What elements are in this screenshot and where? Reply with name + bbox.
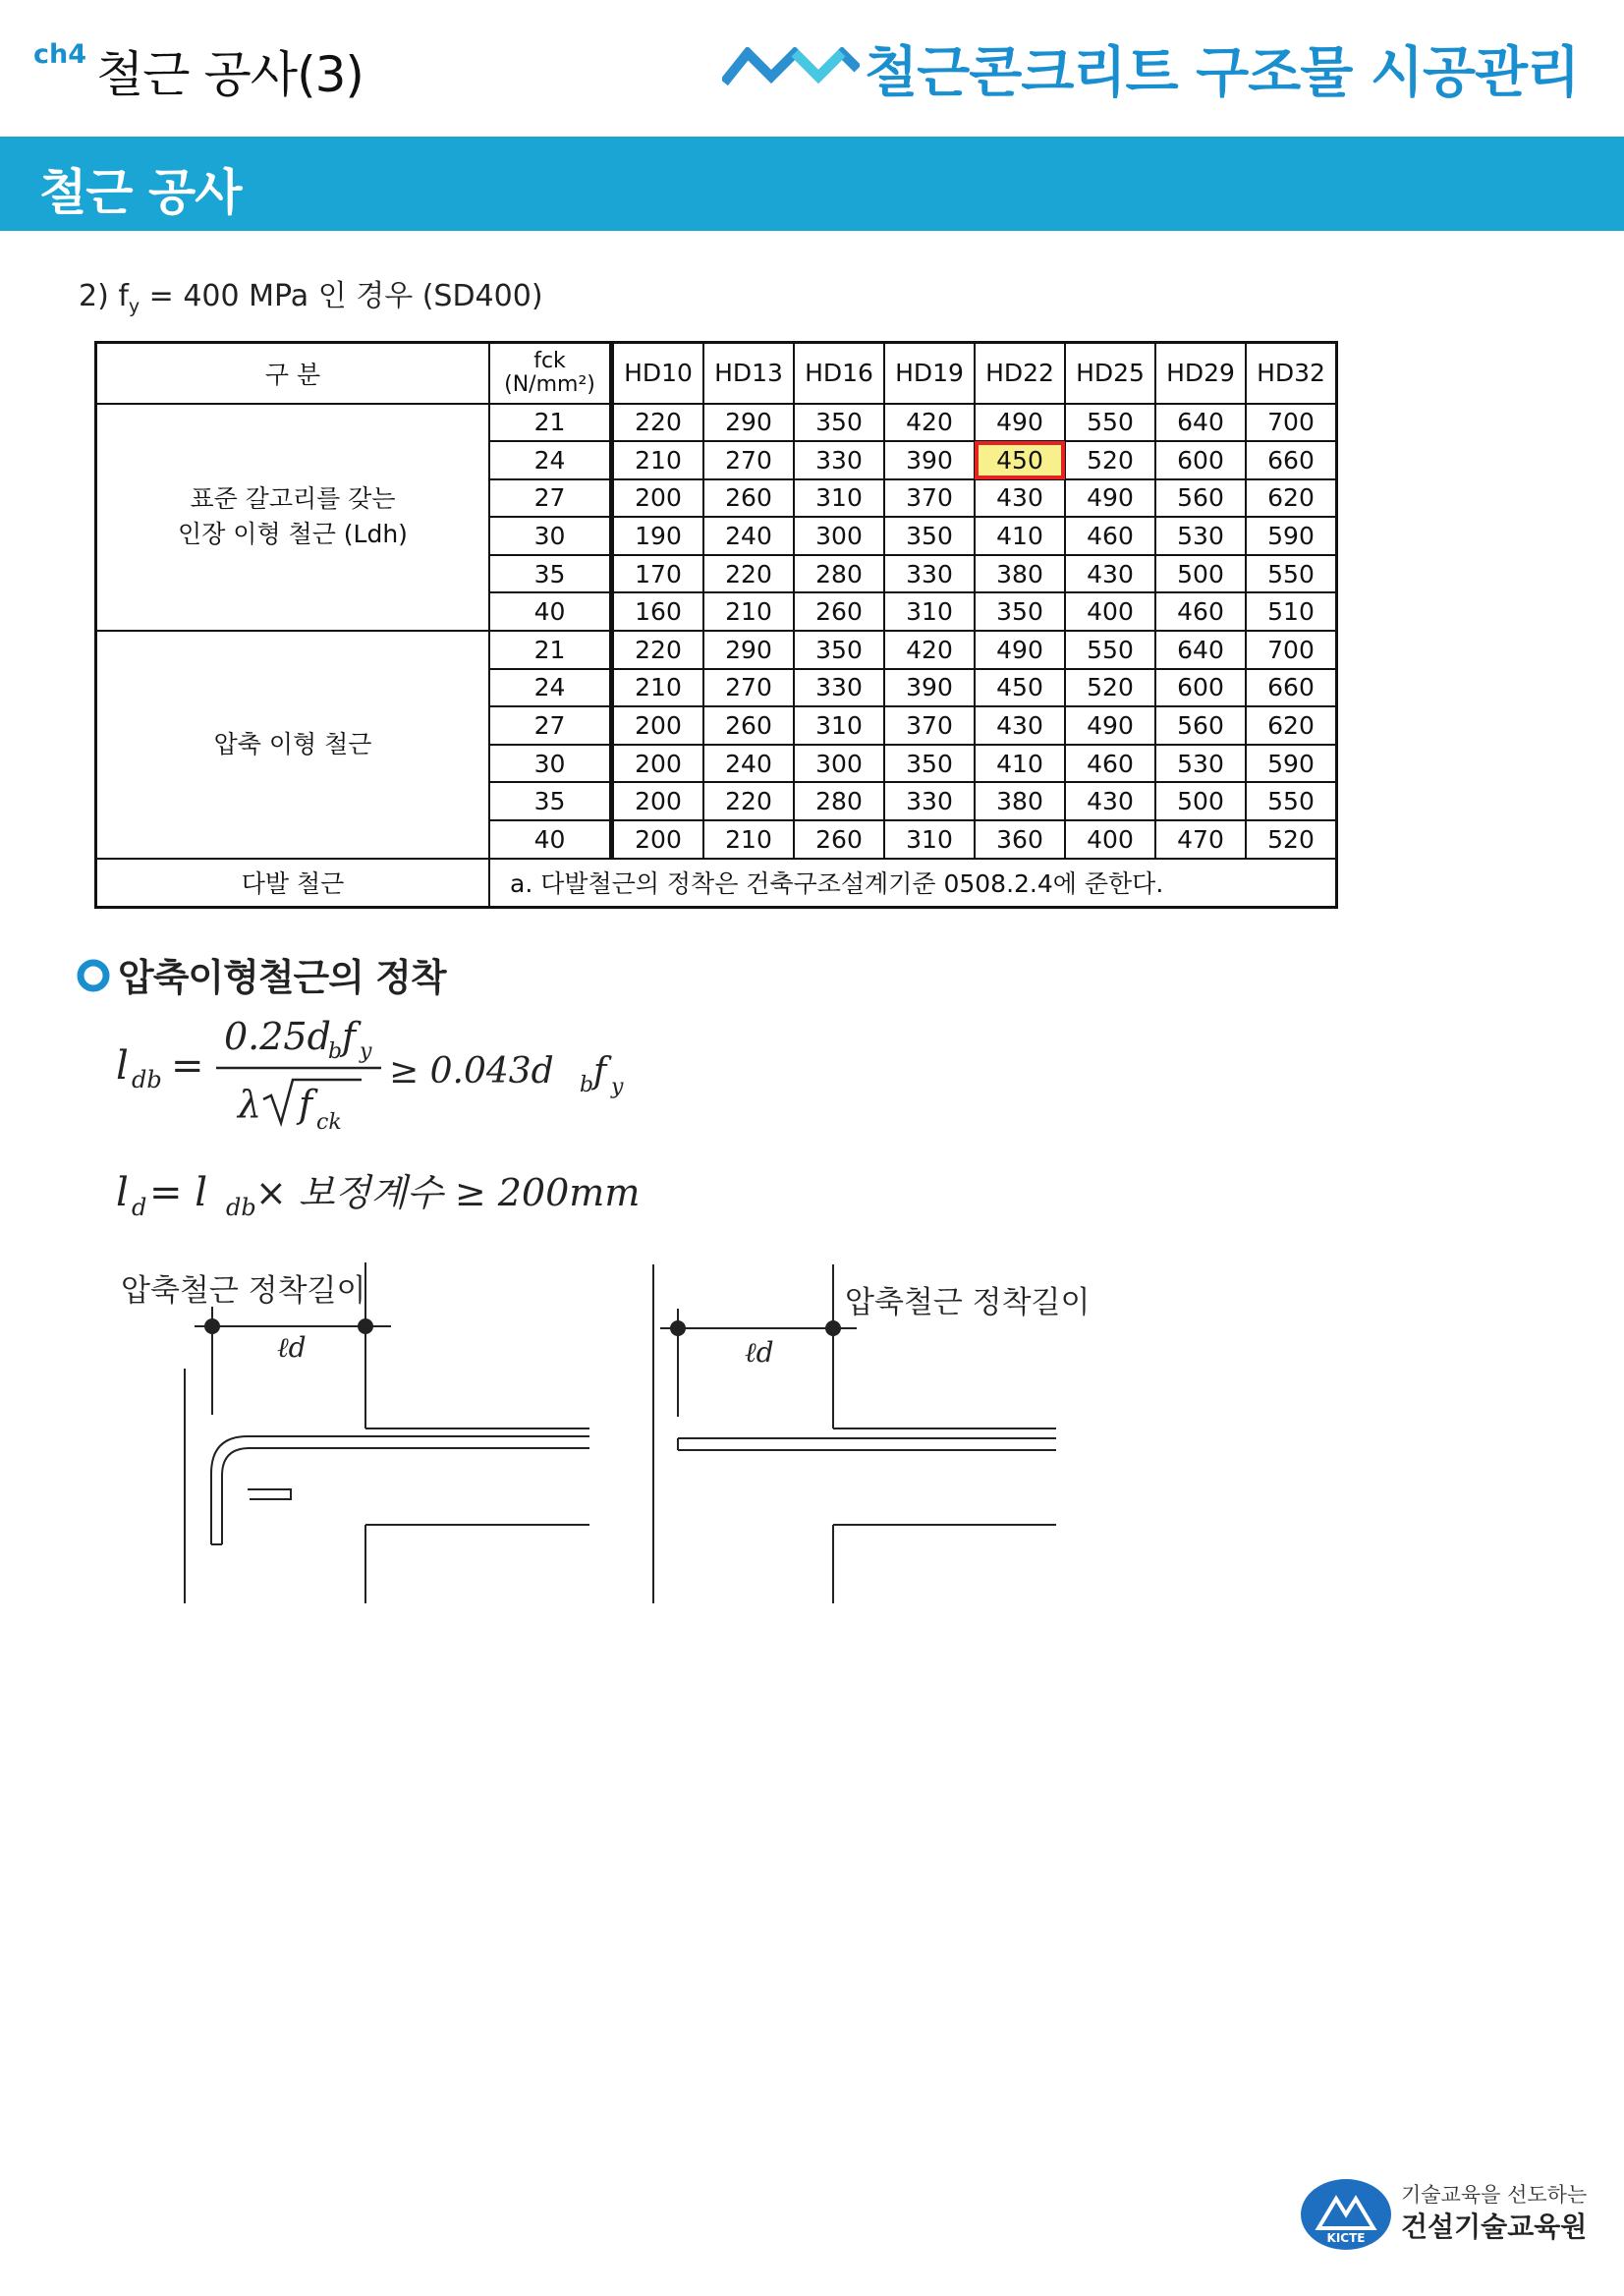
- value-cell: 210: [612, 441, 704, 479]
- value-cell: 260: [794, 820, 884, 859]
- bundled-note: a. 다발철근의 정착은 건축구조설계기준 0508.2.4에 준한다.: [489, 859, 1337, 908]
- svg-text:y: y: [360, 1039, 372, 1064]
- value-cell: 200: [612, 782, 704, 820]
- section-bar: [0, 137, 1624, 231]
- fck-cell: 21: [489, 631, 612, 669]
- value-cell: 600: [1155, 669, 1246, 707]
- anchorage-formula: [98, 1007, 707, 1243]
- value-cell: 300: [794, 517, 884, 555]
- right-ld-label: ℓd: [745, 1336, 774, 1369]
- value-cell: 350: [884, 745, 975, 783]
- value-cell: 220: [703, 555, 794, 593]
- value-cell: 450: [975, 669, 1065, 707]
- value-cell: 330: [884, 555, 975, 593]
- header-diameter: HD22: [975, 343, 1065, 404]
- table-header-row: [96, 343, 1337, 404]
- kicte-logo-icon: [1299, 2177, 1393, 2252]
- value-cell: 420: [884, 404, 975, 442]
- fck-cell: 30: [489, 745, 612, 783]
- chapter-label: ch4: [33, 39, 87, 70]
- value-cell: 160: [612, 592, 704, 631]
- value-cell: 300: [794, 745, 884, 783]
- value-cell: 380: [975, 782, 1065, 820]
- value-cell: 210: [703, 820, 794, 859]
- value-cell: 550: [1065, 631, 1155, 669]
- value-cell: 660: [1246, 441, 1337, 479]
- value-cell: 400: [1065, 820, 1155, 859]
- value-cell: 520: [1065, 669, 1155, 707]
- f1-lambda: λ: [238, 1083, 262, 1126]
- svg-text:f: f: [342, 1015, 357, 1058]
- value-cell: 350: [975, 592, 1065, 631]
- value-cell: 270: [703, 441, 794, 479]
- value-cell: 600: [1155, 441, 1246, 479]
- fck-cell: 24: [489, 669, 612, 707]
- value-cell: 550: [1065, 404, 1155, 442]
- left-ld-label: ℓd: [277, 1331, 307, 1364]
- value-cell: 590: [1246, 517, 1337, 555]
- section-title: 압축이형철근의 정착: [118, 956, 446, 999]
- value-cell: 660: [1246, 669, 1337, 707]
- value-cell: 620: [1246, 706, 1337, 745]
- value-cell: 210: [703, 592, 794, 631]
- value-cell: 380: [975, 555, 1065, 593]
- value-cell: 330: [884, 782, 975, 820]
- header-diameter: HD29: [1155, 343, 1246, 404]
- value-cell: 640: [1155, 404, 1246, 442]
- value-cell: 330: [794, 669, 884, 707]
- value-cell: 430: [975, 706, 1065, 745]
- value-cell: 470: [1155, 820, 1246, 859]
- page-title: 철근 공사(3): [96, 46, 364, 103]
- header-diameter: HD19: [884, 343, 975, 404]
- value-cell: 350: [884, 517, 975, 555]
- bundled-label: 다발 철근: [96, 859, 490, 908]
- svg-text:f: f: [299, 1083, 313, 1126]
- bullet-ring-icon: [77, 959, 110, 992]
- value-cell: 500: [1155, 555, 1246, 593]
- svg-text:b: b: [580, 1073, 594, 1097]
- value-cell: 200: [612, 820, 704, 859]
- group-label: 표준 갈고리를 갖는 인장 이형 철근 (Ldh): [96, 404, 490, 632]
- f2-rest: × 보정계수 ≥ 200mm: [255, 1171, 641, 1214]
- fck-cell: 27: [489, 706, 612, 745]
- value-cell: 200: [612, 745, 704, 783]
- svg-text:=: =: [171, 1043, 204, 1089]
- value-cell: 700: [1246, 404, 1337, 442]
- group-label: 압축 이형 철근: [96, 631, 490, 859]
- value-cell: 310: [794, 479, 884, 518]
- section-bar-title: 철근 공사: [39, 164, 242, 221]
- svg-text:f: f: [593, 1051, 607, 1092]
- fck-cell: 40: [489, 592, 612, 631]
- fck-cell: 21: [489, 404, 612, 442]
- value-cell: 490: [975, 631, 1065, 669]
- value-cell: 220: [703, 782, 794, 820]
- f2-eq: = l: [149, 1170, 208, 1215]
- svg-text:d: d: [132, 1194, 147, 1221]
- value-cell: 430: [1065, 782, 1155, 820]
- value-cell: 260: [703, 479, 794, 518]
- value-cell: 700: [1246, 631, 1337, 669]
- value-cell: 510: [1246, 592, 1337, 631]
- fck-cell: 27: [489, 479, 612, 518]
- f1-lhs: l: [116, 1043, 129, 1089]
- fck-cell: 40: [489, 820, 612, 859]
- f1-lhs-sub: db: [132, 1066, 162, 1093]
- fck-cell: 30: [489, 517, 612, 555]
- value-cell: 560: [1155, 706, 1246, 745]
- header-diameter: HD32: [1246, 343, 1337, 404]
- value-cell: 550: [1246, 782, 1337, 820]
- svg-text:ck: ck: [316, 1110, 342, 1135]
- value-cell: 530: [1155, 517, 1246, 555]
- value-cell: 240: [703, 517, 794, 555]
- value-cell: 560: [1155, 479, 1246, 518]
- header-diameter: HD13: [703, 343, 794, 404]
- value-cell: 410: [975, 745, 1065, 783]
- header-diameter: HD25: [1065, 343, 1155, 404]
- value-cell: 360: [975, 820, 1065, 859]
- right-anchorage-label: 압축철근 정착길이: [845, 1285, 1091, 1320]
- anchorage-length-table: [94, 341, 1338, 909]
- value-cell: 260: [703, 706, 794, 745]
- f1-numerator: 0.25d: [224, 1015, 331, 1058]
- value-cell: 520: [1246, 820, 1337, 859]
- value-cell: 350: [794, 404, 884, 442]
- value-cell: 190: [612, 517, 704, 555]
- value-cell: 210: [612, 669, 704, 707]
- value-cell: 370: [884, 706, 975, 745]
- value-cell: 500: [1155, 782, 1246, 820]
- f1-rhs: ≥ 0.043d: [389, 1051, 554, 1092]
- value-cell: 550: [1246, 555, 1337, 593]
- svg-text:db: db: [226, 1194, 256, 1221]
- value-cell: 620: [1246, 479, 1337, 518]
- fck-cell: 35: [489, 555, 612, 593]
- brand-title: 철근콘크리트 구조물 시공관리: [865, 41, 1580, 105]
- value-cell: 260: [794, 592, 884, 631]
- svg-text:b: b: [328, 1039, 343, 1064]
- value-cell: 420: [884, 631, 975, 669]
- value-cell: 590: [1246, 745, 1337, 783]
- svg-text:y: y: [611, 1075, 624, 1099]
- table-row: [96, 404, 1337, 442]
- value-cell: 390: [884, 441, 975, 479]
- value-cell: 400: [1065, 592, 1155, 631]
- header-diameter: HD16: [794, 343, 884, 404]
- fck-cell: 35: [489, 782, 612, 820]
- value-cell: 240: [703, 745, 794, 783]
- value-cell: 430: [1065, 555, 1155, 593]
- value-cell: 330: [794, 441, 884, 479]
- value-cell: 270: [703, 669, 794, 707]
- value-cell: 200: [612, 479, 704, 518]
- header-diameter: HD10: [612, 343, 704, 404]
- value-cell: 280: [794, 555, 884, 593]
- value-cell: 310: [884, 820, 975, 859]
- value-cell: 520: [1065, 441, 1155, 479]
- value-cell: 220: [612, 631, 704, 669]
- value-cell: 170: [612, 555, 704, 593]
- bundled-row: [96, 859, 1337, 908]
- value-cell: 390: [884, 669, 975, 707]
- value-cell: 490: [1065, 706, 1155, 745]
- value-cell: 220: [612, 404, 704, 442]
- value-cell: 460: [1065, 745, 1155, 783]
- value-cell: 450: [975, 441, 1065, 479]
- value-cell: 490: [1065, 479, 1155, 518]
- value-cell: 430: [975, 479, 1065, 518]
- value-cell: 370: [884, 479, 975, 518]
- value-cell: 350: [794, 631, 884, 669]
- footer-tagline: 기술교육을 선도하는: [1401, 2183, 1588, 2207]
- value-cell: 290: [703, 631, 794, 669]
- value-cell: 640: [1155, 631, 1246, 669]
- brand-wave-icon: [722, 47, 860, 86]
- value-cell: 290: [703, 404, 794, 442]
- value-cell: 310: [794, 706, 884, 745]
- header-fck: fck (N/mm²): [489, 343, 612, 404]
- svg-text:KICTE: KICTE: [1326, 2231, 1366, 2245]
- value-cell: 310: [884, 592, 975, 631]
- left-anchorage-label: 압축철근 정착길이: [121, 1273, 366, 1309]
- value-cell: 460: [1155, 592, 1246, 631]
- table-row: [96, 631, 1337, 669]
- value-cell: 490: [975, 404, 1065, 442]
- footer-org: 건설기술교육원: [1401, 2211, 1588, 2243]
- value-cell: 280: [794, 782, 884, 820]
- f2-lhs: l: [116, 1170, 129, 1215]
- table-subtitle: 2) $f_y = 400$ MPa 인 경우 (SD400): [79, 279, 543, 317]
- value-cell: 460: [1065, 517, 1155, 555]
- header-group: 구 분: [96, 343, 490, 404]
- fck-cell: 24: [489, 441, 612, 479]
- value-cell: 200: [612, 706, 704, 745]
- value-cell: 530: [1155, 745, 1246, 783]
- value-cell: 410: [975, 517, 1065, 555]
